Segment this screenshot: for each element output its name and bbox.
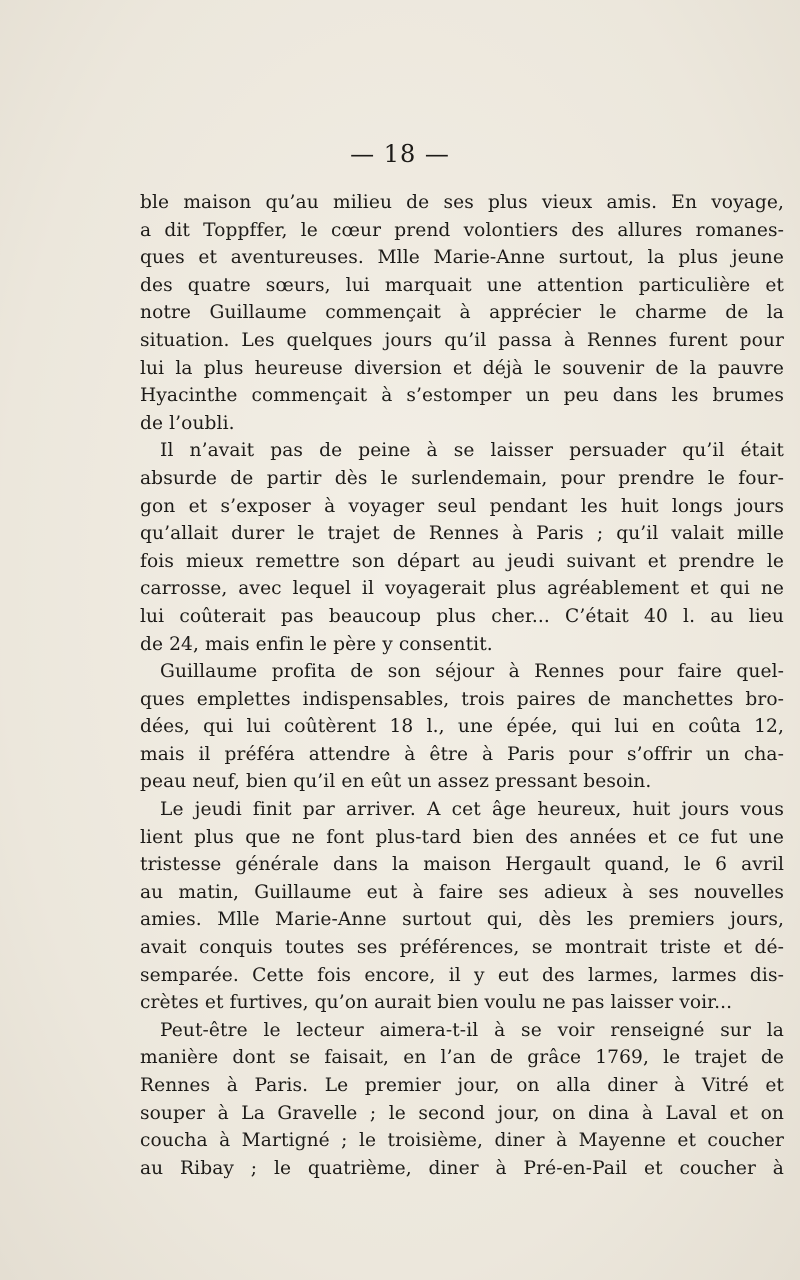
text-line: Rennes à Paris. Le premier jour, on alla diner à Vitré et	[140, 1075, 784, 1096]
text-line: Le jeudi finit par arriver. A cet âge heureux, huit jours vous	[160, 799, 784, 821]
text-line: ques et aventureuses. Mlle Marie-Anne surtout, la plus jeune	[140, 247, 784, 269]
text-line: souper à La Gravelle ; le second jour, on dina à Laval et on	[140, 1102, 784, 1124]
text-line: au matin, Guillaume eut à faire ses adieux à ses nouvelles	[140, 881, 784, 903]
text-line: tristesse générale dans la maison Hergault quand, le 6 avril	[140, 854, 784, 876]
text-line: au Ribay ; le quatrième, diner à Pré-en-Pail et coucher à	[140, 1157, 784, 1179]
text-line: coucha à Martigné ; le troisième, diner à Mayenne et coucher	[140, 1130, 784, 1152]
text-line: dées, qui lui coûtèrent 18 l., une épée, qui lui en coûta 12,	[140, 716, 784, 738]
text-line: notre Guillaume commençait à apprécier le charme de la	[140, 302, 784, 324]
text-line: manière dont se faisait, en l’an de grâce 1769, le trajet de	[140, 1047, 784, 1069]
text-line: gon et s’exposer à voyager seul pendant les huit longs jours	[140, 495, 784, 517]
text-line: qu’allait durer le trajet de Rennes à Paris ; qu’il valait mille	[140, 523, 784, 545]
text-line: a dit Toppffer, le cœur prend volontiers des allures romanes-	[140, 219, 784, 241]
text-line: amies. Mlle Marie-Anne surtout qui, dès les premiers jours,	[140, 909, 784, 931]
text-line: lui coûterait pas beaucoup plus cher... C’était 40 l. au lieu	[140, 605, 784, 627]
text-line: des quatre sœurs, lui marquait une attention particulière et	[140, 274, 784, 296]
text-line: Guillaume profita de son séjour à Rennes pour faire quel-	[160, 661, 784, 683]
text-line: de 24, mais enfin le père y consentit.	[140, 633, 493, 655]
text-line: lui la plus heureuse diversion et déjà le souvenir de la pauvre	[140, 357, 784, 379]
body-text	[140, 189, 784, 1182]
text-line: mais il préféra attendre à être à Paris pour s’offrir un cha-	[140, 743, 784, 765]
text-line: de l’oubli.	[140, 412, 235, 434]
text-line: ques emplettes indispensables, trois paires de manchettes bro-	[140, 688, 784, 710]
text-line: absurde de partir dès le surlendemain, pour prendre le four-	[140, 467, 784, 489]
text-line: situation. Les quelques jours qu’il passa à Rennes furent pour	[140, 329, 784, 351]
text-line: Il n’avait pas de peine à se laisser persuader qu’il était	[160, 440, 784, 462]
text-line: avait conquis toutes ses préférences, se montrait triste et dé-	[140, 937, 784, 959]
text-line: crètes et furtives, qu’on aurait bien voulu ne pas laisser voir...	[140, 992, 733, 1014]
text-line: semparée. Cette fois encore, il y eut des larmes, larmes dis-	[140, 964, 784, 986]
text-line: lient plus que ne font plus-tard bien des années et ce fut une	[140, 826, 784, 848]
text-line: peau neuf, bien qu’il en eût un assez pressant besoin.	[140, 771, 652, 793]
text-line: fois mieux remettre son départ au jeudi suivant et prendre le	[140, 550, 784, 572]
text-line: Hyacinthe commençait à s’estomper un peu dans les brumes	[140, 385, 784, 407]
text-line: Peut-être le lecteur aimera-t-il à se voir renseigné sur la	[160, 1019, 784, 1041]
text-line: ble maison qu’au milieu de ses plus vieux amis. En voyage,	[140, 192, 784, 213]
page-number: — 18 —	[350, 140, 450, 168]
text-line: carrosse, avec lequel il voyagerait plus agréablement et qui ne	[140, 578, 784, 600]
